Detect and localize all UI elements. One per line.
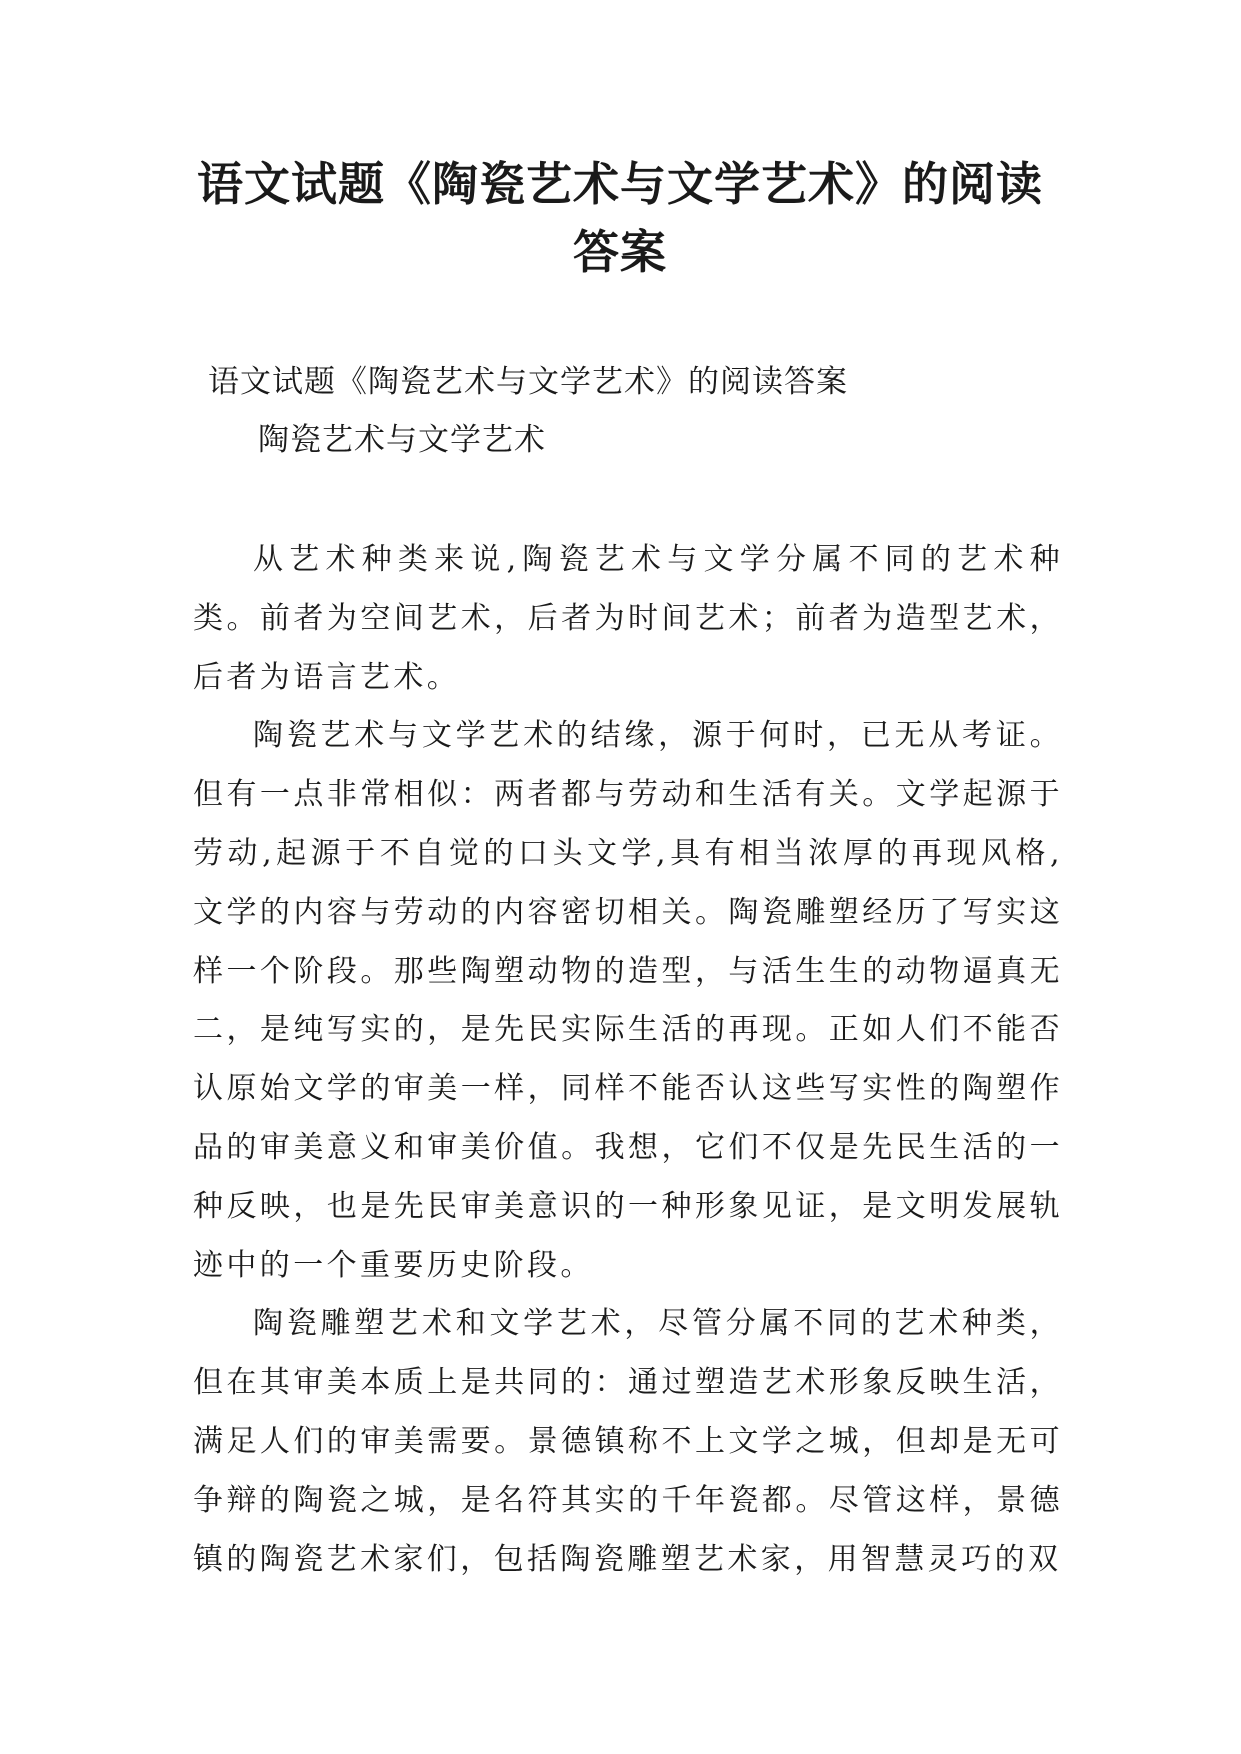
article-heading: 陶瓷艺术与文学艺术: [258, 422, 546, 458]
document-title: 语文试题《陶瓷艺术与文学艺术》的阅读答案: [197, 157, 1043, 279]
paragraph: 陶瓷艺术与文学艺术的结缘，源于何时，已无从考证。但有一点非常相似：两者都与劳动和生活有关。文学起源于劳动,起源于不自觉的口头文学,具有相当浓厚的再现风格,文学的内容与劳动的内容密切相关。陶瓷雕塑经历了写实这样一个阶段。那些陶塑动物的造型，与活生生的动物逼真无二，是纯写实的，是先民实际生活的再现。正如人们不能否认原始文学的审美一样，同样不能否认这些写实性的陶塑作品的审美意义和审美价值。我想，它们不仅是先民生活的一种反映，也是先民审美意识的一种形象见证，是文明发展轨迹中的一个重要历史阶段。: [193, 718, 1063, 1283]
subtitle-line: 语文试题《陶瓷艺术与文学艺术》的阅读答案: [208, 364, 848, 400]
paragraph: 陶瓷雕塑艺术和文学艺术，尽管分属不同的艺术种类，但在其审美本质上是共同的：通过塑造艺术形象反映生活，满足人们的审美需要。景德镇称不上文学之城，但却是无可争辩的陶瓷之城，是名符其实的千年瓷都。尽管这样，景德镇的陶瓷艺术家们，包括陶瓷雕塑艺术家，用智慧灵巧的双: [193, 1306, 1063, 1577]
article-body: [193, 531, 1063, 1589]
paragraph: 从艺术种类来说,陶瓷艺术与文学分属不同的艺术种类。前者为空间艺术，后者为时间艺术；前者为造型艺术，后者为语言艺术。: [193, 542, 1063, 695]
